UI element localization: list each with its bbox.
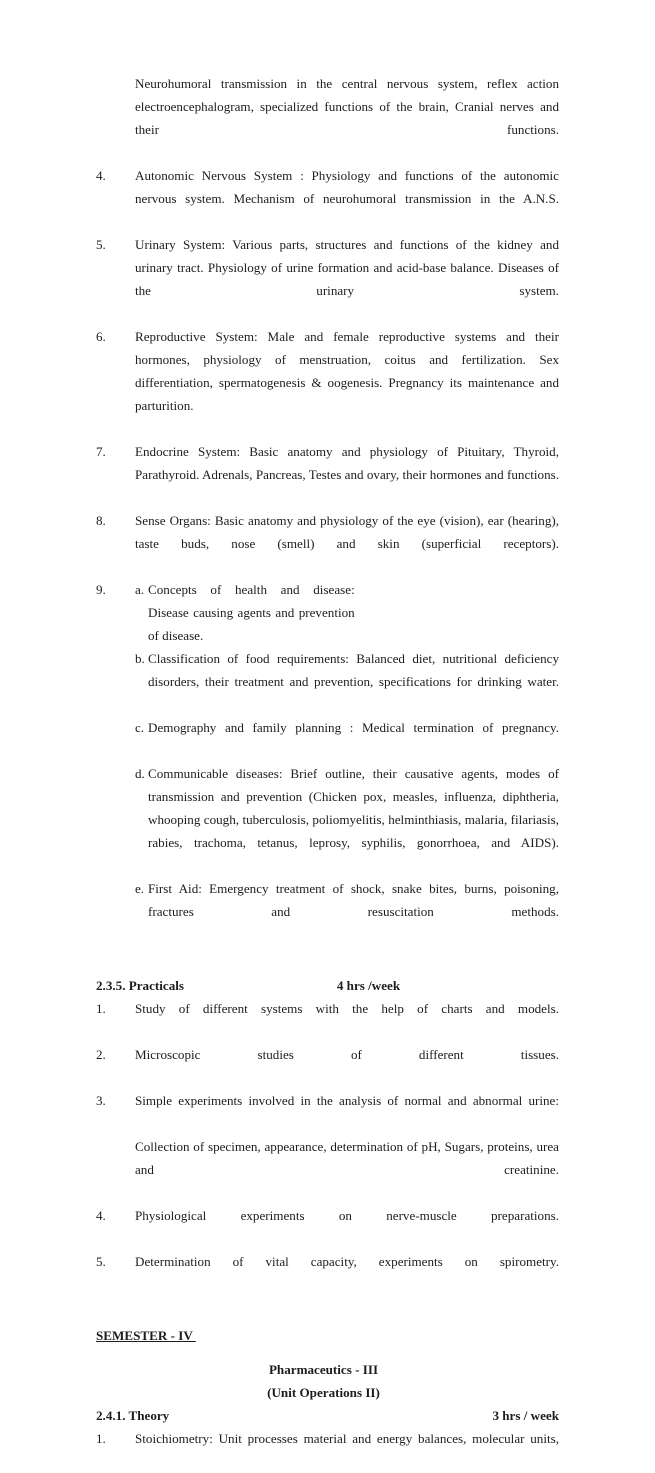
continued-paragraph: Neurohumoral transmission in the central nervous system, reflex action electroencephalogram, specialized functions of the brain, Cranial nerves and their functions.: [135, 76, 559, 137]
sub-list-item: [135, 647, 559, 716]
page-content: [96, 72, 559, 1473]
theory-heading-row: [96, 1404, 559, 1427]
heading-spacer: [96, 1347, 559, 1358]
list-item-text: Physiological experiments on nerve-muscle preparations.: [135, 1208, 559, 1223]
practicals-hours: 4 hrs /week: [336, 978, 401, 993]
list-item: [96, 1089, 559, 1135]
list-item: [96, 1427, 559, 1473]
sub-list-item-text: Classification of food requirements: Balanced diet, nutritional deficiency disorders, their treatment and prevention, specifications for drinking water.: [148, 651, 559, 689]
list-item: [96, 325, 559, 440]
semester-label: SEMESTER - IV: [96, 1328, 196, 1343]
list-item: [96, 440, 559, 509]
list-item-number: 9.: [96, 582, 106, 597]
list-item: [96, 509, 559, 578]
sub-list-item-letter: a.: [135, 582, 145, 597]
list-item-text: Simple experiments involved in the analysis of normal and abnormal urine:: [135, 1093, 559, 1108]
list-item-text: Urinary System: Various parts, structures and functions of the kidney and urinary tract. Physiology of urine formation and acid-base balance. Diseases of the urinary system.: [135, 237, 559, 298]
course-subtitle: (Unit Operations II): [267, 1385, 380, 1400]
list-item: [96, 1043, 559, 1089]
section-spacer: [96, 946, 559, 974]
list-item-text: Study of different systems with the help of charts and models.: [135, 1001, 559, 1016]
semester-heading: [96, 1324, 559, 1347]
list-item: [96, 997, 559, 1043]
sub-list-item-letter: e.: [135, 881, 145, 896]
list-item-number: 2.: [96, 1047, 106, 1062]
list-item-text: Sense Organs: Basic anatomy and physiology of the eye (vision), ear (hearing), taste buds, nose (smell) and skin (superficial receptors).: [135, 513, 559, 551]
list-item: [96, 578, 559, 647]
sub-list-item: [135, 716, 559, 762]
list-item-number: 1.: [96, 1001, 106, 1016]
practicals-heading: 2.3.5. Practicals: [96, 978, 184, 993]
sub-list-item-text: Demography and family planning : Medical termination of pregnancy.: [148, 720, 559, 735]
list-item-number: 4.: [96, 168, 106, 183]
list-item-number: 4.: [96, 1208, 106, 1223]
list-item-number: 7.: [96, 444, 106, 459]
list-item-text: Determination of vital capacity, experiments on spirometry.: [135, 1254, 559, 1269]
list-item-number: 5.: [96, 237, 106, 252]
list-item-number: 5.: [96, 1254, 106, 1269]
sub-list-item: [135, 877, 559, 946]
sub-list-item: [135, 578, 559, 647]
section-spacer: [96, 1296, 559, 1324]
practicals-heading-row: [96, 974, 559, 997]
theory-heading: 2.4.1. Theory: [96, 1408, 170, 1423]
sub-list-item-letter: b.: [135, 651, 145, 666]
list-item-continuation: Collection of specimen, appearance, determination of pH, Sugars, proteins, urea and creatinine.: [135, 1139, 559, 1177]
list-item-number: 3.: [96, 1093, 106, 1108]
theory-hours: 3 hrs / week: [492, 1408, 559, 1423]
list-item: [96, 1250, 559, 1296]
sub-list-item-text: Concepts of health and disease: Disease causing agents and prevention of disease.: [148, 582, 355, 643]
list-item-text-inner: Stoichiometry: Unit processes material and energy balances, molecular units,: [135, 1431, 559, 1446]
sub-list-item-letter: d.: [135, 766, 145, 781]
list-item-text: Autonomic Nervous System : Physiology and functions of the autonomic nervous system. Mechanism of neurohumoral transmission in the A.N.S.: [135, 168, 559, 206]
sub-list-item-letter: c.: [135, 720, 145, 735]
sub-list-item-text: Communicable diseases: Brief outline, their causative agents, modes of transmission and prevention (Chicken pox, measles, influenza, diphtheria, whooping cough, tuberculosis, poliomyelitis, helminthiasis, malaria, filariasis, rabies, trachoma, tetanus, leprosy, syphilis, gonorrhoea, and AIDS).: [148, 766, 559, 850]
list-item: [96, 1204, 559, 1250]
sub-list-item: [135, 762, 559, 877]
list-item-number: 6.: [96, 329, 106, 344]
sub-list-item-text: First Aid: Emergency treatment of shock, snake bites, burns, poisoning, fractures and resuscitation methods.: [148, 881, 559, 919]
list-item: [96, 233, 559, 325]
course-title: Pharmaceutics - III: [268, 1362, 379, 1377]
list-item-number: 1.: [96, 1431, 106, 1446]
list-item-text: Endocrine System: Basic anatomy and physiology of Pituitary, Thyroid, Parathyroid. Adrenals, Pancreas, Testes and ovary, their hormones and functions.: [135, 444, 559, 482]
list-item-number: 8.: [96, 513, 106, 528]
list-item-text: [135, 1427, 559, 1473]
list-item: [96, 164, 559, 233]
list-item-text: Reproductive System: Male and female reproductive systems and their hormones, physiology of menstruation, coitus and fertilization. Sex differentiation, spermatogenesis & oogenesis. Pregnancy its maintenance and parturition.: [135, 329, 559, 413]
list-item-text: Microscopic studies of different tissues.: [135, 1047, 559, 1062]
